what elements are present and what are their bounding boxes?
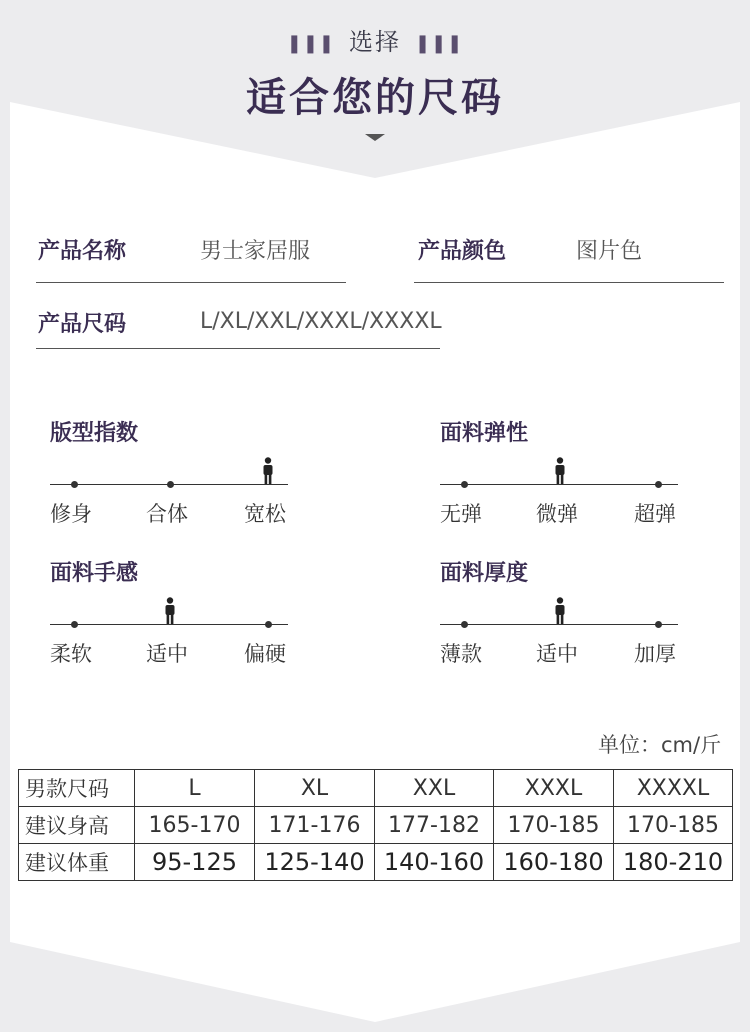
header-subtitle [0,22,750,57]
table-cell: 165-170 [135,807,255,844]
product-size-label: 产品尺码 [38,312,127,337]
scale-label: 合体 [146,502,188,526]
product-name-label: 产品名称 [38,239,127,264]
scale-dot [71,621,78,628]
unit-label: 单位：cm/斤 [598,733,722,757]
divider [414,282,724,283]
scale-label: 微弹 [536,502,578,526]
table-header-cell: XXXL [494,770,614,807]
table-header-cell: XXXXL [614,770,733,807]
scale-label: 薄款 [440,642,482,666]
table-row [19,844,733,881]
table-header-row [19,770,733,807]
divider [36,348,440,349]
scale-dot [461,481,468,488]
table-cell: 95-125 [135,844,255,881]
scale-title: 面料弹性 [440,421,529,446]
person-marker-icon [553,457,567,485]
table-cell: 125-140 [255,844,375,881]
scale-dot [655,621,662,628]
scale-dot [71,481,78,488]
table-row-head: 建议体重 [19,844,135,881]
dash-right-icon: ❚❚❚ [415,32,464,54]
table-header-cell: 男款尺码 [19,770,135,807]
divider [36,282,346,283]
scale-label: 柔软 [50,642,92,666]
table-row [19,807,733,844]
product-name-value: 男士家居服 [200,239,311,264]
scale-label: 超弹 [634,502,676,526]
scale-label: 修身 [50,502,92,526]
scale-label: 适中 [146,642,188,666]
scale-dot [461,621,468,628]
scale-title: 面料厚度 [440,561,529,586]
scale-dot [265,621,272,628]
table-cell: 170-185 [494,807,614,844]
product-size-value: L/XL/XXL/XXXL/XXXXL [200,309,442,334]
scale-title: 面料手感 [50,561,139,586]
scale-label: 宽松 [244,502,286,526]
person-marker-icon [163,597,177,625]
table-header-cell: XXL [375,770,494,807]
scale-label: 加厚 [634,642,676,666]
scale-label: 偏硬 [244,642,286,666]
table-cell: 170-185 [614,807,733,844]
scale-dot [655,481,662,488]
table-header-cell: L [135,770,255,807]
person-marker-icon [553,597,567,625]
scale-label: 适中 [536,642,578,666]
product-color-value: 图片色 [576,239,643,264]
table-header-cell: XL [255,770,375,807]
table-cell: 177-182 [375,807,494,844]
page-title: 适合您的尺码 [246,75,504,121]
person-marker-icon [261,457,275,485]
table-cell: 140-160 [375,844,494,881]
subtitle-text: 选择 [349,28,401,56]
size-table [18,769,733,881]
table-cell: 180-210 [614,844,733,881]
scale-dot [167,481,174,488]
table-row-head: 建议身高 [19,807,135,844]
product-color-label: 产品颜色 [418,239,507,264]
table-cell: 171-176 [255,807,375,844]
dash-left-icon: ❚❚❚ [286,32,335,54]
scale-title: 版型指数 [50,421,139,446]
table-cell: 160-180 [494,844,614,881]
scale-label: 无弹 [440,502,482,526]
